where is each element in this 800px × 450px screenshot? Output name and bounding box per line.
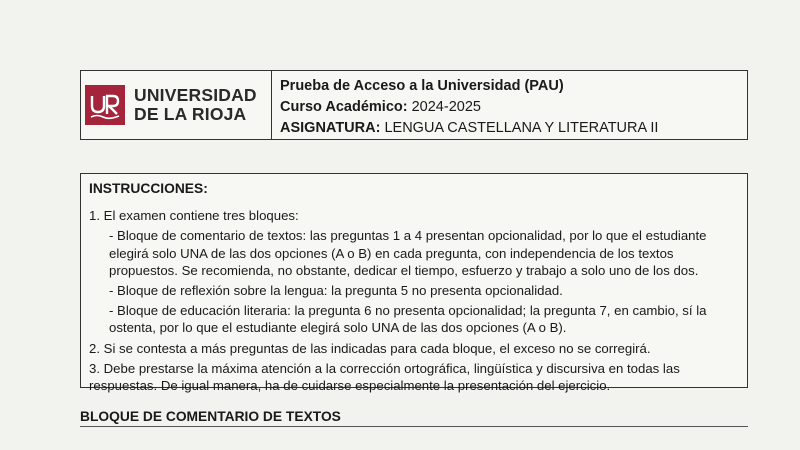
university-crest-icon xyxy=(85,85,125,125)
exam-info xyxy=(272,71,747,139)
instruction-item-2: 2. Si se contesta a más preguntas de las indicadas para cada bloque, el exceso no se corregirá. xyxy=(89,340,651,356)
university-logo xyxy=(81,71,272,139)
subject-row xyxy=(280,118,747,139)
subject-value: LENGUA CASTELLANA Y LITERATURA II xyxy=(384,120,659,136)
university-name xyxy=(134,86,257,124)
course-label: Curso Académico: xyxy=(280,99,408,115)
instruction-item-3: 3. Debe prestarse la máxima atención a la corrección ortográfica, lingüística y discursiva en todas las respuestas. De igual manera, ha de cuidarse especialmente la presentación del ejercicio. xyxy=(89,360,680,394)
instructions-title: INSTRUCCIONES: xyxy=(89,181,208,196)
instruction-item-1: 1. El examen contiene tres bloques: xyxy=(89,208,299,224)
instruction-sub-1: - Bloque de comentario de textos: las preguntas 1 a 4 presentan opcionalidad, por lo que el estudiante elegirá solo UNA de las dos opciones (A o B) en cada pregunta, con independencia de los textos propuestos. Se recomienda, no obstante, dedicar el tiempo, esfuerzo y trabajo a solo uno de los dos. xyxy=(109,228,707,278)
instruction-sub-3: - Bloque de educación literaria: la pregunta 6 no presenta opcionalidad; la pregunta 7, en cambio, sí la ostenta, por lo que el estudiante elegirá solo UNA de las dos opciones (A o B). xyxy=(109,303,707,336)
instruction-sub-2: - Bloque de reflexión sobre la lengua: la pregunta 5 no presenta opcionalidad. xyxy=(109,283,563,299)
subject-label: ASIGNATURA: xyxy=(280,120,381,136)
section-title: BLOQUE DE COMENTARIO DE TEXTOS xyxy=(80,409,748,427)
course-value: 2024-2025 xyxy=(411,99,481,115)
university-name-line2: DE LA RIOJA xyxy=(134,104,247,124)
course-row xyxy=(280,97,747,118)
exam-title: Prueba de Acceso a la Universidad (PAU) xyxy=(280,78,564,94)
university-name-line1: UNIVERSIDAD xyxy=(134,85,257,105)
exam-header xyxy=(80,70,748,140)
instructions-box xyxy=(80,173,748,394)
